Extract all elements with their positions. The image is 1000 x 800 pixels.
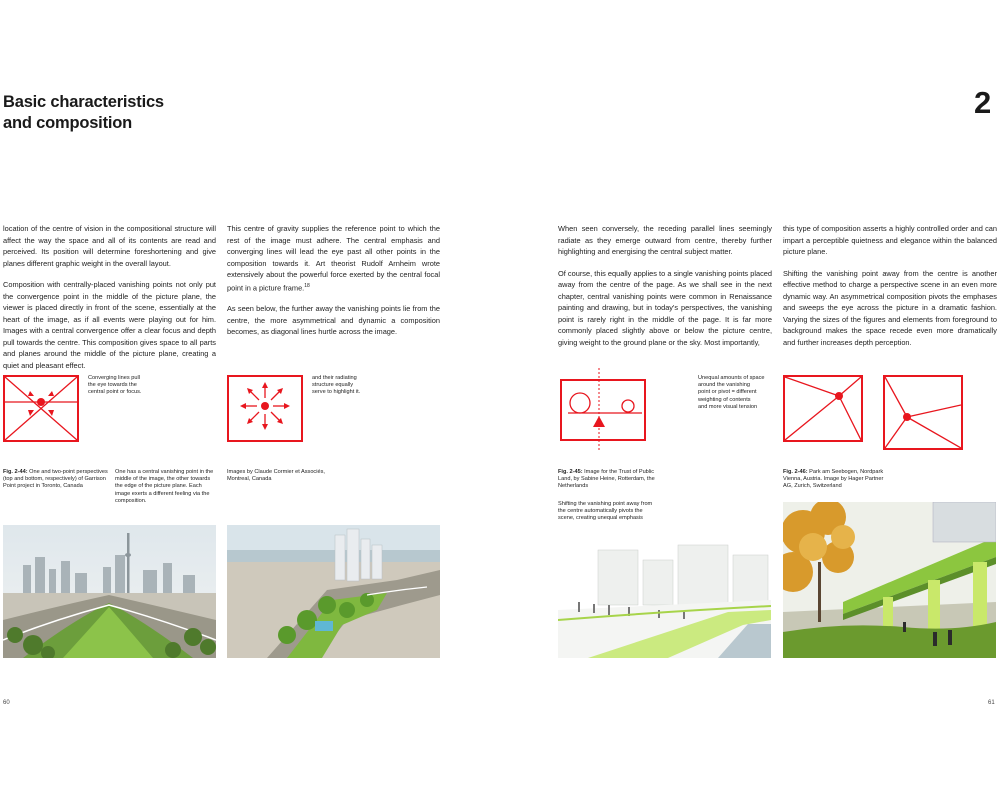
figure-caption: Fig. 2-45: Image for the Trust of Public Land, by Sabine Heine, Rotterdam, the Netherlands [558, 469, 655, 490]
paragraph: Shifting the vanishing point away from the centre is another effective method to charge a perspective scene in an even more dynamic way. An asymmetrical composition pivots the emphases and sweeps the eye across the picture in a dramatic fashion. Varying the sizes of the figures and elements from foreground to background makes the space recede even more dramatically and further increases depth perception. [783, 268, 997, 347]
footnote-ref: 18 [304, 282, 310, 289]
figure-caption: Fig. 2-44: One and two-point perspectives (top and bottom, respectively) of Garrison Point project in Toronto, Canada [3, 469, 108, 490]
paragraph: Composition with centrally-placed vanishing points not only put the convergence point in the middle of the picture plane, the viewer is placed directly in front of the scene, essentially at the heart of the image, as if all events were playing out for him. Images with a central convergence offer a clear focus and depth pull towards the centre. This composition gives space to all parts and planes around the middle of the picture plane, creating a quiet and pleasant effect. [3, 280, 216, 370]
paragraph: location of the centre of vision in the compositional structure will affect the way the space and all of its contents are read and perceived. Its position will determine foreshortening and give planes different graphic weight in the overall layout. [3, 224, 216, 268]
right-text-column-2 [783, 223, 997, 358]
toronto-perspective-image-2 [227, 525, 440, 658]
vienna-park-image [783, 502, 996, 658]
asymmetric-diagram-2 [883, 375, 963, 450]
asymmetric-lines-icon [785, 377, 861, 440]
converging-lines-diagram [3, 375, 79, 442]
right-text-column-1 [558, 223, 772, 358]
diagram-note: Unequal amounts of space around the vanishing point or pivot = different weighting of contents and more visual tension [698, 375, 765, 410]
asymmetric-diagram-1 [783, 375, 863, 442]
page-number: 60 [3, 700, 10, 706]
asymmetric-lines-icon [885, 377, 961, 448]
converging-arrows-icon [5, 377, 77, 440]
paragraph: this type of composition asserts a highly controlled order and can impart a perceptible quietness and elegance within the balanced picture plane. [783, 224, 997, 256]
chapter-number: 2 [974, 85, 992, 120]
diagram-note: and their radiating structure equally serve to highlight it. [312, 375, 361, 396]
left-text-column-1 [3, 223, 216, 381]
pivot-diagram-icon [558, 368, 648, 450]
paragraph: When seen conversely, the receding parallel lines seemingly radiate as they emerge outward from centre, thereby further highlighting and energising the central subject matter. [558, 224, 772, 256]
left-text-column-2 [227, 223, 440, 348]
image-credit: Images by Claude Cormier et Associés, Montreal, Canada [227, 469, 325, 483]
toronto-perspective-image-1 [3, 525, 216, 658]
shifted-vanishing-point-diagram [558, 368, 648, 450]
figure-caption-detail: Shifting the vanishing point away from the centre automatically pivots the scene, creating unequal emphasis [558, 501, 653, 522]
figure-caption: Fig. 2-46: Park am Seebogen, Nordpark Vienna, Austria. Image by Hager Partner AG, Zurich, Switzerland [783, 469, 884, 490]
paragraph: As seen below, the further away the vanishing points lie from the centre, the more asymmetrical and dynamic a composition becomes, as diagonal lines hurtle across the image. [227, 304, 440, 337]
paragraph: Of course, this equally applies to a single vanishing points placed away from the centre of the page. As we shall see in the next chapter, central vanishing points were common in Renaissance painting and drawing, but in today's perspectives, the vanishing point is rarely right in the middle of the page. It is far more commonly placed slightly above or below the picture centre, giving weight to the ground plane or the sky. Most importantly, [558, 268, 772, 347]
paragraph: This centre of gravity supplies the reference point to which the rest of the image must adhere. The central emphasis and converging lines will lead the eye past all other points in the composition towards it. Art theorist Rudolf Arnheim wrote extensively about the powerful force exerted by the central focal point in a picture frame.$^{18}$ [227, 224, 440, 292]
diagram-note: Converging lines pull the eye towards the central point or focus. [88, 375, 142, 396]
radiating-lines-diagram [227, 375, 303, 442]
chapter-title: Basic characteristics and composition [3, 93, 164, 132]
figure-caption-detail: One has a central vanishing point in the middle of the image, the other towards the edge of the picture plane. Each image exerts a different feeling via the composition. [115, 469, 214, 504]
radiating-arrows-icon [229, 377, 301, 440]
page-number: 61 [988, 700, 995, 706]
rotterdam-perspective-image [558, 540, 771, 658]
